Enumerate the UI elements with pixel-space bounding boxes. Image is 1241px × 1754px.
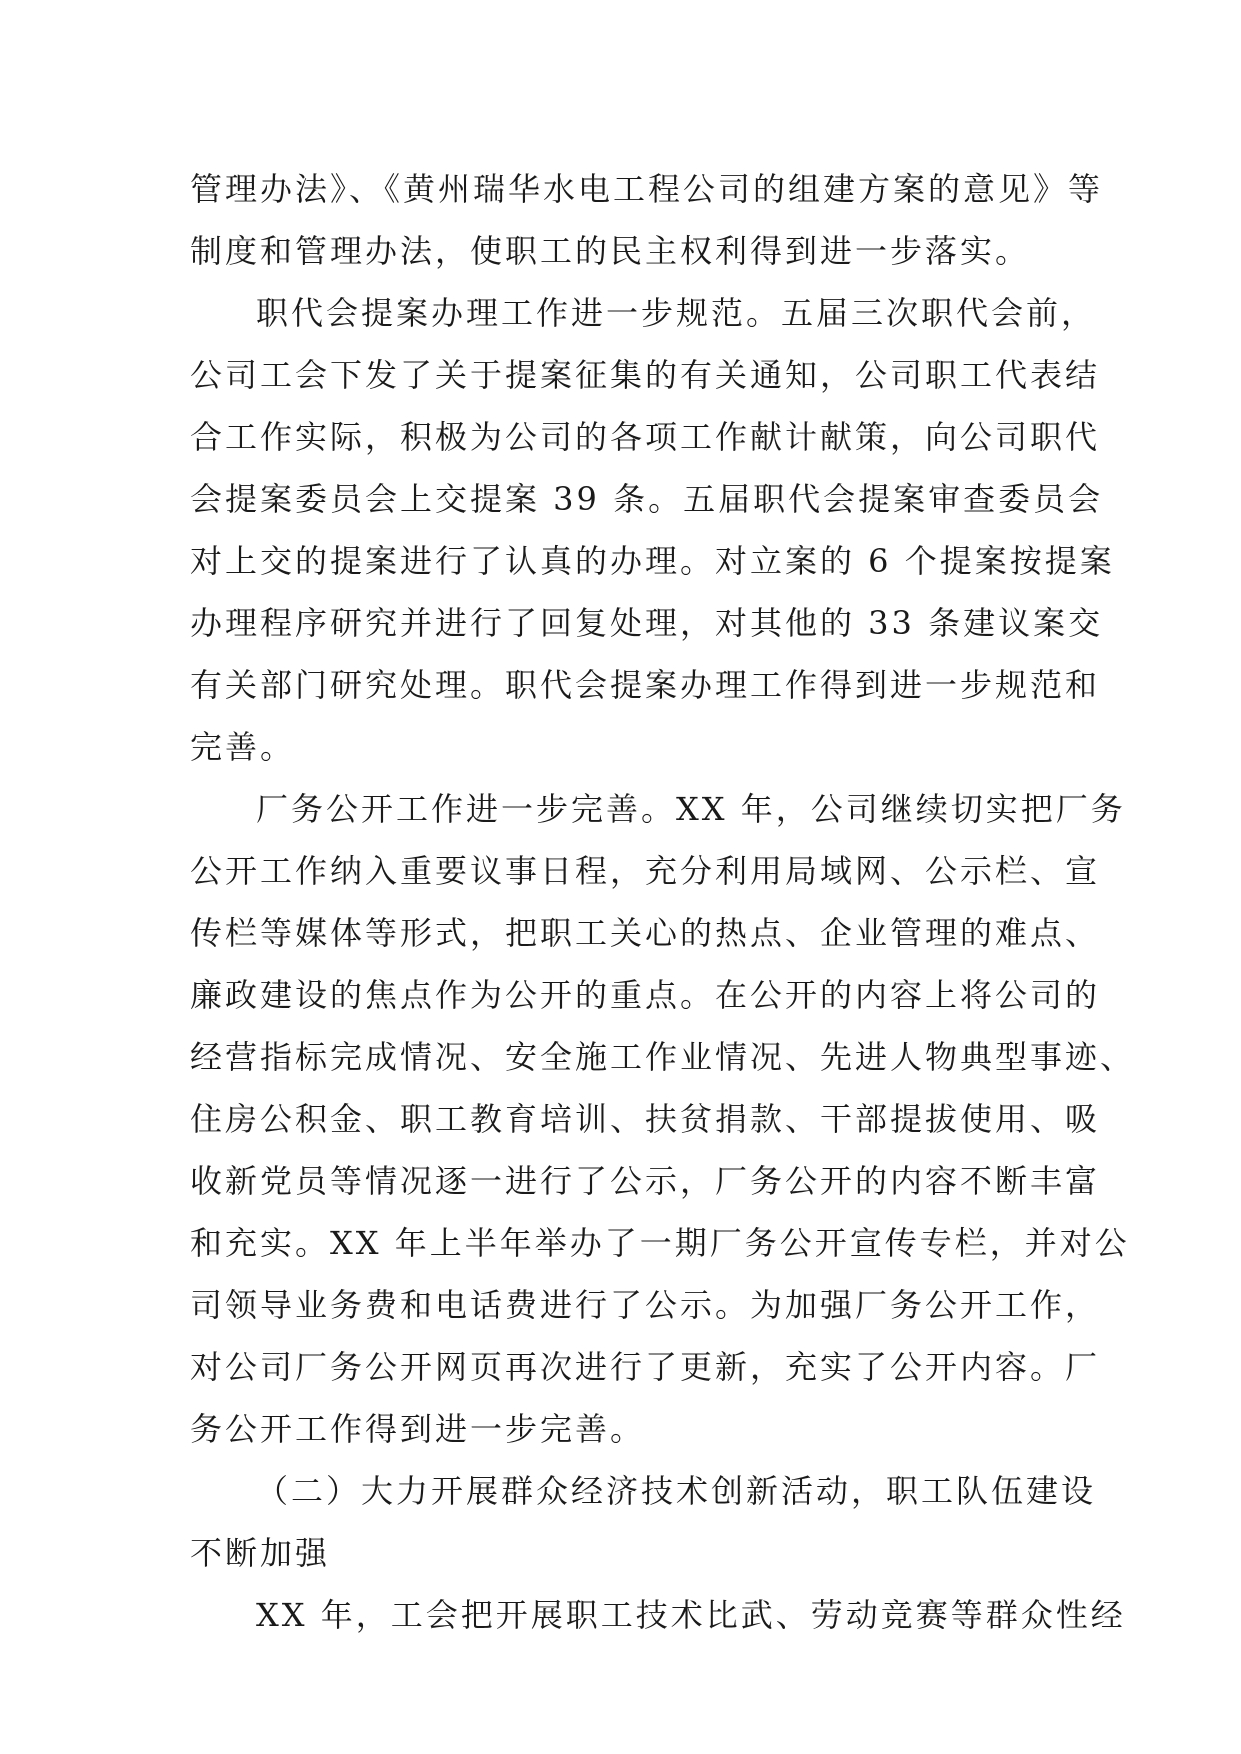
- body-text: [190, 158, 1136, 1646]
- text-line: 对上交的提案进行了认真的办理。对立案的 6 个提案按提案: [190, 542, 1115, 580]
- text-line: 收新党员等情况逐一进行了公示，厂务公开的内容不断丰富: [190, 1162, 1101, 1200]
- text-line: 对公司厂务公开网页再次进行了更新，充实了公开内容。厂: [190, 1348, 1101, 1386]
- text-line: 传栏等媒体等形式，把职工关心的热点、企业管理的难点、: [190, 914, 1101, 952]
- text-line: 廉政建设的焦点作为公开的重点。在公开的内容上将公司的: [190, 976, 1101, 1014]
- text-line: 公司工会下发了关于提案征集的有关通知，公司职工代表结: [190, 356, 1101, 394]
- paragraph-start-line: XX 年，工会把开展职工技术比武、劳动竞赛等群众性经: [256, 1596, 1126, 1634]
- section-heading-line: （二）大力开展群众经济技术创新活动，职工队伍建设: [256, 1472, 1097, 1510]
- text-line: 制度和管理办法，使职工的民主权利得到进一步落实。: [190, 232, 1031, 270]
- text-line: 合工作实际，积极为公司的各项工作献计献策，向公司职代: [190, 418, 1101, 456]
- text-line: 经营指标完成情况、安全施工作业情况、先进人物典型事迹、: [190, 1038, 1136, 1076]
- text-line: 完善。: [190, 728, 296, 766]
- paragraph-start-line: 厂务公开工作进一步完善。XX 年，公司继续切实把厂务: [256, 790, 1126, 828]
- text-line: 住房公积金、职工教育培训、扶贫捐款、干部提拔使用、吸: [190, 1100, 1101, 1138]
- text-line: 办理程序研究并进行了回复处理，对其他的 33 条建议案交: [190, 604, 1104, 642]
- text-line: 司领导业务费和电话费进行了公示。为加强厂务公开工作，: [190, 1286, 1101, 1324]
- text-line: 公开工作纳入重要议事日程，充分利用局域网、公示栏、宣: [190, 852, 1101, 890]
- text-line: 管理办法》、《黄州瑞华水电工程公司的组建方案的意见》等: [190, 170, 1104, 208]
- text-line: 会提案委员会上交提案 39 条。五届职代会提案审查委员会: [190, 480, 1104, 518]
- text-line: 有关部门研究处理。职代会提案办理工作得到进一步规范和: [190, 666, 1101, 704]
- text-line: 务公开工作得到进一步完善。: [190, 1410, 646, 1448]
- section-heading-line: 不断加强: [190, 1534, 331, 1572]
- text-line: 和充实。XX 年上半年举办了一期厂务公开宣传专栏，并对公: [190, 1224, 1130, 1262]
- paragraph-start-line: 职代会提案办理工作进一步规范。五届三次职代会前，: [256, 294, 1097, 332]
